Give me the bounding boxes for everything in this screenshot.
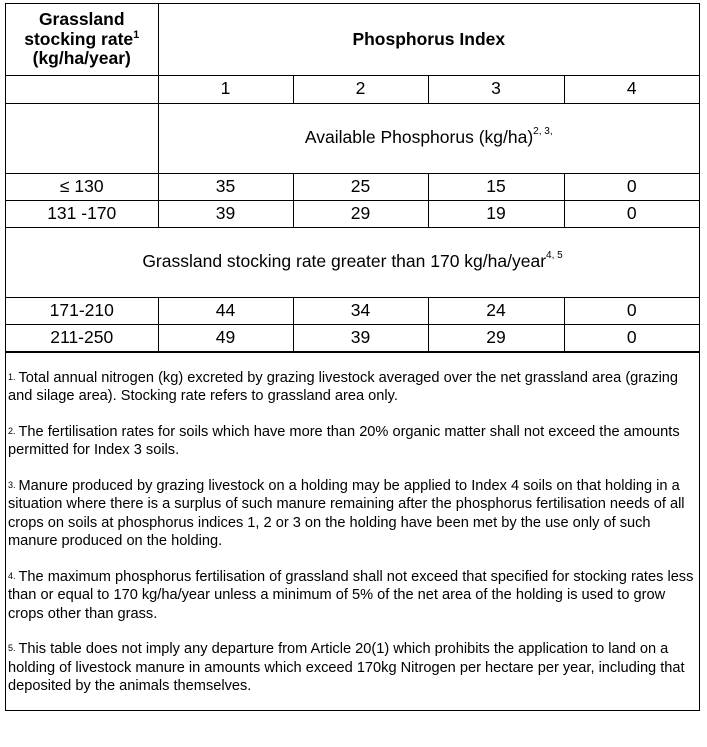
stocking-rate-cell: 171-210 [6, 297, 158, 324]
table-row [6, 173, 699, 200]
stocking-header-line2 [6, 30, 158, 49]
footnote-marker: 2. [8, 425, 16, 436]
footnote-text: The fertilisation rates for soils which have more than 20% organic matter shall not exceed the amounts permitted for Index 3 soils. [8, 423, 680, 458]
footnote-marker: 4. [8, 570, 16, 581]
value-cell: 44 [158, 297, 293, 324]
footnote-ref-2-3: 2, 3, [533, 126, 553, 138]
index-label-1: 1 [158, 75, 293, 103]
footnote [8, 568, 696, 624]
table-row [6, 324, 699, 351]
stocking-header-line3: (kg/ha/year) [32, 47, 131, 68]
available-phosphorus-text: Available Phosphorus (kg/ha) [304, 127, 534, 148]
available-row-blank [6, 103, 158, 173]
value-cell: 0 [564, 324, 699, 351]
greater-stocking-text: Grassland stocking rate greater than 170 kg/ha/year [142, 251, 547, 272]
table-row [6, 297, 699, 324]
value-cell: 0 [564, 200, 699, 227]
phosphorus-index-table [6, 4, 699, 352]
stocking-rate-cell: 211-250 [6, 324, 158, 351]
footnotes-section [6, 352, 699, 710]
index-row-blank [6, 75, 158, 103]
value-cell: 39 [158, 200, 293, 227]
footnote [8, 423, 696, 460]
value-cell: 35 [158, 173, 293, 200]
footnote [8, 477, 696, 551]
value-cell: 19 [428, 200, 564, 227]
index-row [6, 75, 699, 103]
index-label-4: 4 [564, 75, 699, 103]
footnote-ref-4-5: 4, 5 [546, 250, 563, 262]
index-label-2: 2 [293, 75, 428, 103]
value-cell: 49 [158, 324, 293, 351]
stocking-header-line2-text: stocking rate [24, 28, 134, 49]
footnote [8, 640, 696, 696]
greater-stocking-row [6, 227, 699, 297]
value-cell: 29 [293, 200, 428, 227]
footnote-text: Manure produced by grazing livestock on a holding may be applied to Index 4 soils on that holding in a situation where there is a surplus of such manure remaining after the phosphorus fertilisation needs of all crops on soils at phosphorus indices 1, 2 or 3 on the holding have been met by the use only of such manure produced on the holding. [8, 477, 685, 549]
available-phosphorus-label [158, 103, 699, 173]
phosphorus-index-header: Phosphorus Index [158, 4, 699, 75]
footnote-text: This table does not imply any departure from Article 20(1) which prohibits the application to land on a holding of livestock manure in amounts which exceed 170kg Nitrogen per hectare per year, including that deposited by the animals themselves. [8, 641, 685, 694]
footnote-text: The maximum phosphorus fertilisation of grassland shall not exceed that specified for stocking rates less than or equal to 170 kg/ha/year unless a minimum of 5% of the net area of the holding is used to grow crops other than grass. [8, 568, 694, 622]
footnote-marker: 3. [8, 479, 16, 490]
value-cell: 25 [293, 173, 428, 200]
stocking-rate-cell: ≤ 130 [6, 173, 158, 200]
value-cell: 0 [564, 297, 699, 324]
greater-stocking-label [6, 227, 699, 297]
value-cell: 15 [428, 173, 564, 200]
footnote-ref-1: 1 [133, 28, 140, 41]
value-cell: 24 [428, 297, 564, 324]
table-row [6, 200, 699, 227]
value-cell: 34 [293, 297, 428, 324]
available-phosphorus-row [6, 103, 699, 173]
phosphorus-table-document [5, 3, 700, 711]
stocking-rate-cell: 131 -170 [6, 200, 158, 227]
footnote-marker: 5. [8, 643, 16, 653]
value-cell: 39 [293, 324, 428, 351]
header-row [6, 4, 699, 75]
stocking-rate-header [6, 4, 158, 75]
footnote [8, 369, 696, 406]
value-cell: 29 [428, 324, 564, 351]
footnote-marker: 1. [8, 371, 16, 382]
index-label-3: 3 [428, 75, 564, 103]
footnote-text: Total annual nitrogen (kg) excreted by grazing livestock averaged over the net grassland area (grazing and silage area). Stocking rate refers to grassland area only. [8, 369, 679, 404]
value-cell: 0 [564, 173, 699, 200]
stocking-header-line1: Grassland [38, 9, 125, 30]
